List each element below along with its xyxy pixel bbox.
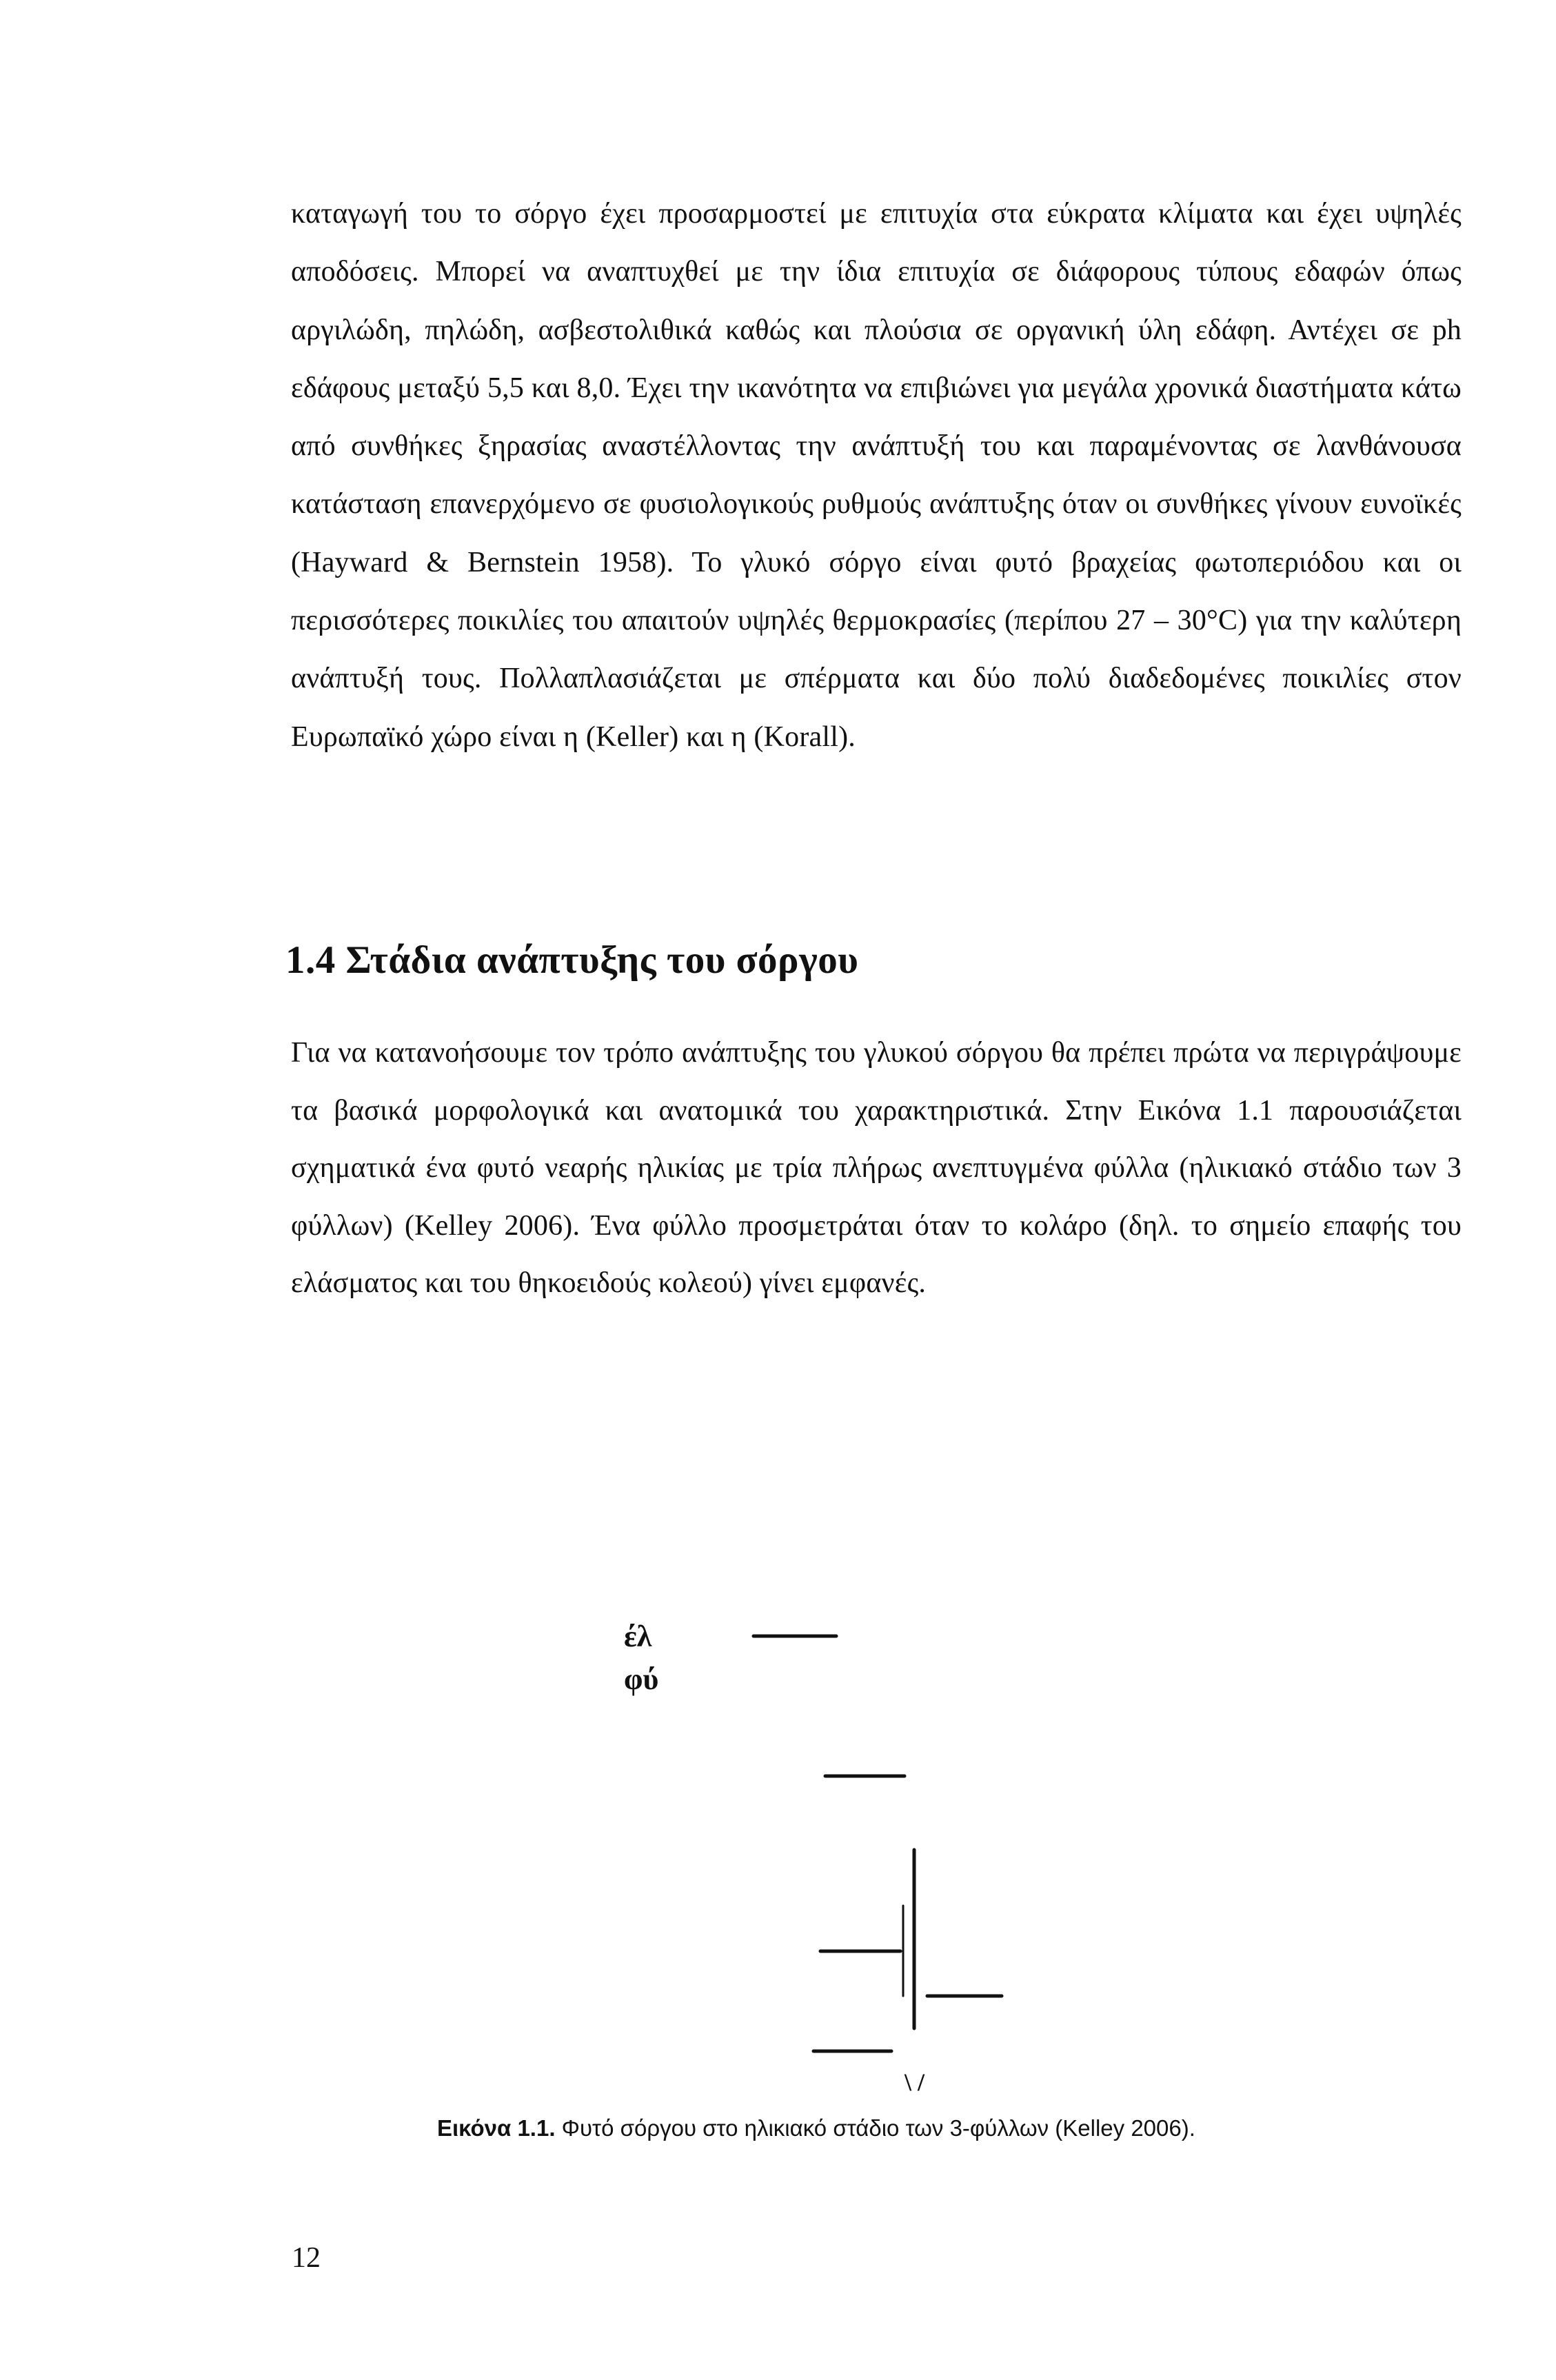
caption-label: Εικόνα 1.1. <box>437 2115 556 2141</box>
figure-caption <box>437 2112 1195 2144</box>
figure-sorghum-plant <box>607 1606 1089 2103</box>
caption-text: Φυτό σόργου στο ηλικιακό στάδιο των 3-φύλλων (Kelley 2006). <box>555 2115 1195 2141</box>
page-number: 12 <box>292 2242 321 2274</box>
figure-label-top: έλ <box>624 1620 652 1653</box>
section-heading: 1.4 Στάδια ανάπτυξης του σόργου <box>285 938 859 982</box>
root-glyph: \ / <box>905 2068 925 2096</box>
body-paragraph-2: Για να κατανοήσουμε τον τρόπο ανάπτυξης του γλυκού σόργου θα πρέπει πρώτα να περιγράψουμε τα βασικά μορφολογικά και ανατομικά του χαρακτηριστικά. Στην Εικόνα 1.1 παρουσιάζεται σχηματικά ένα φυτό νεαρής ηλικίας με τρία πλήρως ανεπτυγμένα φύλλα (ηλικιακό στάδιο των 3 φύλλων) (Kelley 2006). Ένα φύλλο προσμετράται όταν το κολάρο (δηλ. το σημείο επαφής του ελάσματος και του θηκοειδούς κολεού) γίνει εμφανές. <box>291 1037 1462 1299</box>
plant-diagram <box>607 1606 1089 2103</box>
figure-label-bottom: φύ <box>624 1662 659 1696</box>
body-paragraph-1: καταγωγή του το σόργο έχει προσαρμοστεί με επιτυχία στα εύκρατα κλίματα και έχει υψηλές αποδόσεις. Μπορεί να αναπτυχθεί με την ίδια επιτυχία σε διάφορους τύπους εδαφών όπως αργιλώδη, πηλώδη, ασβεστολιθικά καθώς και πλούσια σε οργανική ύλη εδάφη. Αντέχει σε ph εδάφους μεταξύ 5,5 και 8,0. Έχει την ικανότητα να επιβιώνει για μεγάλα χρονικά διαστήματα κάτω από συνθήκες ξηρασίας αναστέλλοντας την ανάπτυξή του και παραμένοντας σε λανθάνουσα κατάσταση επανερχόμενο σε φυσιολογικούς ρυθμούς ανάπτυξης όταν οι συνθήκες γίνουν ευνοϊκές (Hayward & Bernstein 1958). Το γλυκό σόργο είναι φυτό βραχείας φωτοπεριόδου και οι περισσότερες ποικιλίες του απαιτούν υψηλές θερμοκρασίες (περίπου 27 – 30°C) για την καλύτερη ανάπτυξή τους. Πολλαπλασιάζεται με σπέρματα και δύο πολύ διαδεδομένες ποικιλίες στον Ευρωπαϊκό χώρο είναι η (Keller) και η (Korall). <box>291 198 1462 753</box>
